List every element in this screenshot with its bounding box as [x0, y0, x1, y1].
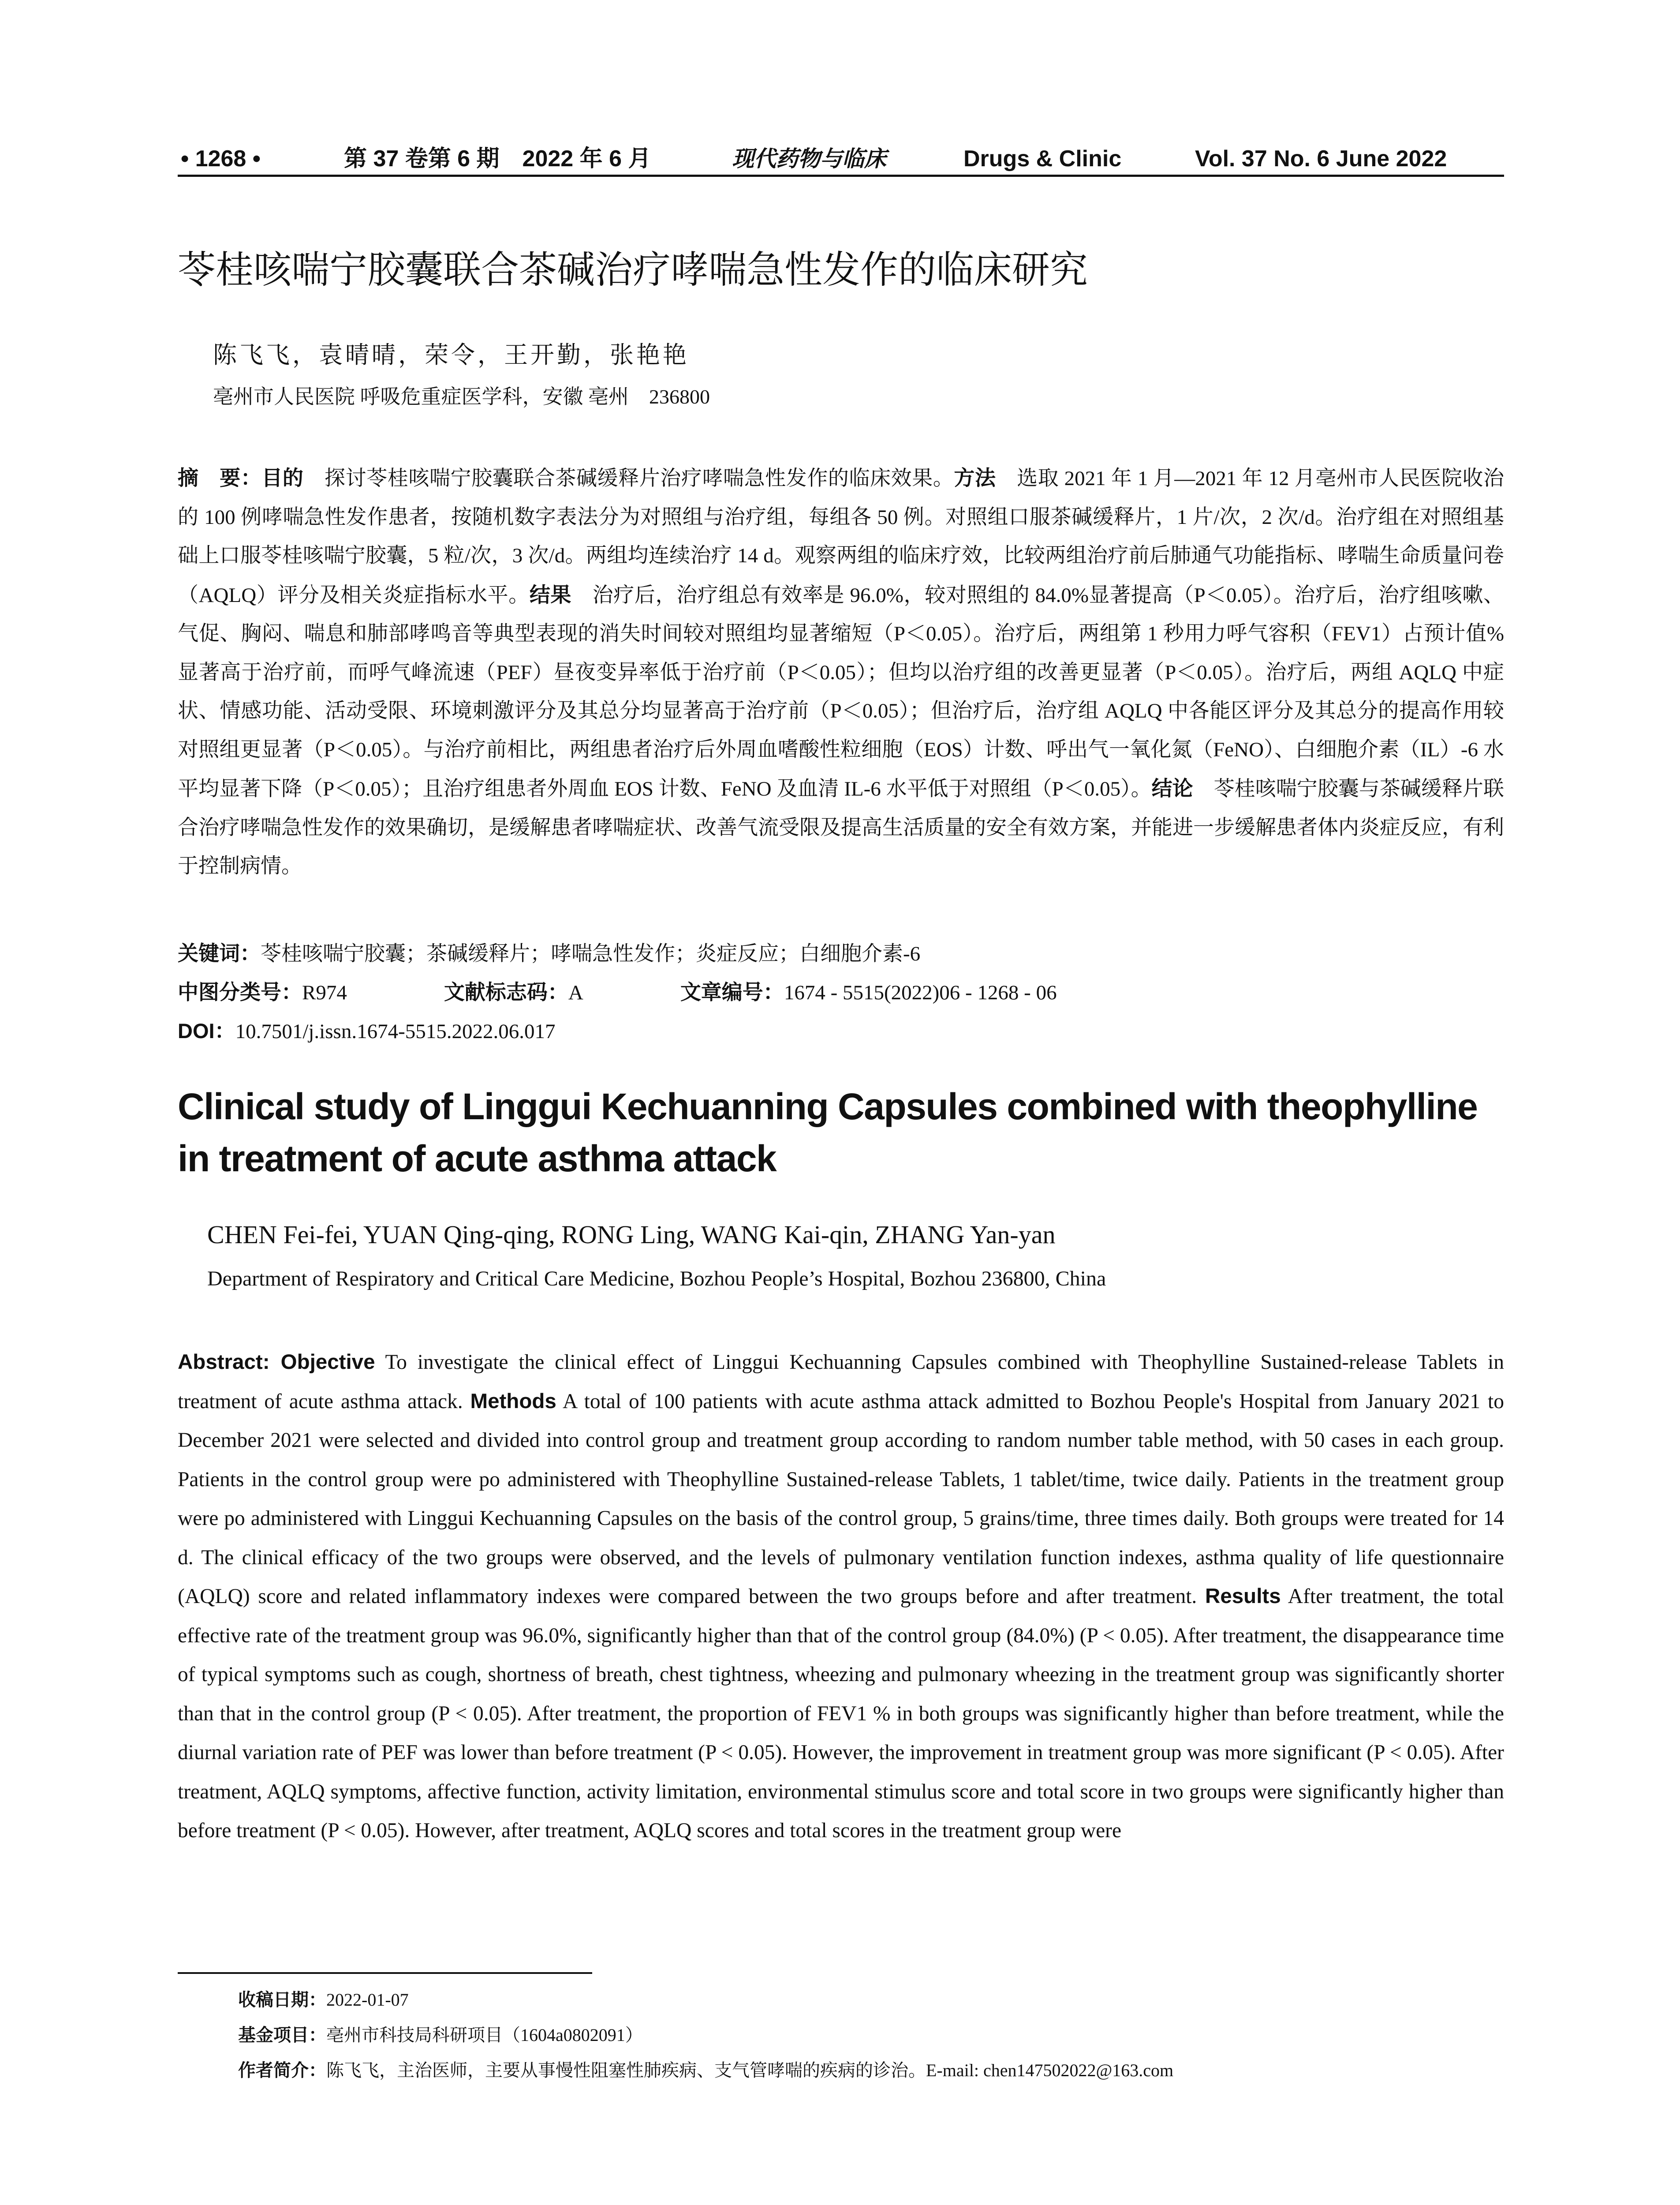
- doi-label: DOI：: [178, 1019, 235, 1043]
- footnote-rule: [178, 1972, 592, 1974]
- affiliation-en: Department of Respiratory and Critical Care Medicine, Bozhou People’s Hospital, Bozhou 236800, China: [207, 1267, 1106, 1290]
- authors-en: CHEN Fei-fei, YUAN Qing-qing, RONG Ling, WANG Kai-qin, ZHANG Yan-yan: [207, 1220, 1056, 1249]
- keywords-zh: [178, 934, 920, 973]
- clc-value: R974: [302, 981, 347, 1004]
- methods-label-zh: 方法: [954, 466, 996, 490]
- issue-info-zh: 第 37 卷第 6 期 2022 年 6 月: [344, 146, 651, 172]
- methods-label-en: Methods: [470, 1389, 556, 1413]
- results-text-en: After treatment, the total effective rate of the treatment group was 96.0%, significantly higher than that of the control group (84.0%) (P < 0.05). After treatment, the disappearance time of typical symptoms such as cough, shortness of breath, chest tightness, wheezing and pulmonary wheezing in the treatment group was significantly shorter than that in the control group (P < 0.05). After treatment, the proportion of FEV1 % in both groups was significantly higher than before treatment, while the diurnal variation rate of PEF was lower than before treatment (P < 0.05). However, the improvement in treatment group was more significant (P < 0.05). After treatment, AQLQ symptoms, affective function, activity limitation, environmental stimulus score and total score in two groups were significantly higher than before treatment (P < 0.05). However, after treatment, AQLQ scores and total scores in the treatment group were: [178, 1585, 1505, 1842]
- journal-name-en: Drugs & Clinic: [963, 146, 1122, 172]
- page-number: • 1268 •: [181, 146, 261, 172]
- footnote-received: [238, 1987, 409, 2013]
- journal-name-zh: 现代药物与临床: [732, 146, 886, 171]
- doi-value: 10.7501/j.issn.1674-5515.2022.06.017: [235, 1020, 556, 1043]
- issue-info-en: Vol. 37 No. 6 June 2022: [1195, 146, 1447, 172]
- doc-code-label: 文献标志码：: [444, 980, 568, 1004]
- footnote-fund: [238, 2022, 643, 2048]
- conclusion-text-zh: 苓桂咳喘宁胶囊与茶碱缓释片联合治疗哮喘急性发作的效果确切，是缓解患者哮喘症状、改善气流受限及提高生活质量的安全有效方案，并能进一步缓解患者体内炎症反应，有利于控制病情。: [178, 777, 1505, 878]
- methods-text-en: A total of 100 patients with acute asthma attack admitted to Bozhou People's Hospital from January 2021 to December 2021 were selected and divided into control group and treatment group according to random number table method, with 50 cases in each group. Patients in the control group were po administered with Theophylline Sustained-release Tablets, 1 tablet/time, twice daily. Patients in the treatment group were po administered with Linggui Kechuanning Capsules on the basis of the control group, 5 grains/time, three times daily. Both groups were treated for 14 d. The clinical efficacy of the two groups were observed, and the levels of pulmonary ventilation function indexes, asthma quality of life questionnaire (AQLQ) score and related inflammatory indexes were compared between the two groups before and after treatment.: [178, 1390, 1504, 1608]
- article-title-en: Clinical study of Linggui Kechuanning Capsules combined with theophylline in treatment of acute asthma attack: [178, 1086, 1478, 1179]
- keywords-label-zh: 关键词：: [178, 942, 261, 965]
- article-title-zh: 苓桂咳喘宁胶囊联合茶碱治疗哮喘急性发作的临床研究: [178, 249, 1088, 291]
- doi-line: [178, 1012, 555, 1051]
- article-number-label: 文章编号：: [680, 980, 784, 1004]
- fund-label: 基金项目：: [238, 2026, 326, 2045]
- footnote-author-bio: [238, 2057, 1173, 2084]
- classification-line: [178, 973, 1057, 1012]
- received-value: 2022-01-07: [326, 1990, 409, 2010]
- affiliation-zh: 亳州市人民医院 呼吸危重症医学科，安徽 亳州 236800: [213, 385, 710, 408]
- abstract-en: [178, 1343, 1504, 1850]
- results-label-zh: 结果: [529, 583, 572, 606]
- doc-code-value: A: [568, 981, 583, 1004]
- bio-label: 作者简介：: [238, 2061, 326, 2080]
- abstract-label-zh: 摘 要：: [178, 466, 262, 490]
- abstract-zh: [178, 459, 1504, 886]
- authors-zh: 陈飞飞，袁晴晴，荣令，王开勤，张艳艳: [213, 342, 689, 368]
- fund-value: 亳州市科技局科研项目（1604a0802091）: [326, 2025, 643, 2045]
- results-text-zh: 治疗后，治疗组总有效率是 96.0%，较对照组的 84.0%显著提高（P＜0.05）。治疗后，治疗组咳嗽、气促、胸闷、喘息和肺部哮鸣音等典型表现的消失时间较对照组均显著缩短（P＜0.05）。治疗后，两组第 1 秒用力呼气容积（FEV1）占预计值%显著高于治疗前，而呼气峰流速（PEF）昼夜变异率低于治疗前（P＜0.05）；但均以治疗组的改善更显著（P＜0.05）。治疗后，两组 AQLQ 中症状、情感功能、活动受限、环境刺激评分及其总分均显著高于治疗前（P＜0.05）；但治疗后，治疗组 AQLQ 中各能区评分及其总分的提高作用较对照组更显著（P＜0.05）。与治疗前相比，两组患者治疗后外周血嗜酸性粒细胞（EOS）计数、呼出气一氧化氮（FeNO）、白细胞介素（IL）-6 水平均显著下降（P＜0.05）；且治疗组患者外周血 EOS 计数、FeNO 及血清 IL-6 水平低于对照组（P＜0.05）。: [178, 583, 1504, 800]
- methods-text-zh: 选取 2021 年 1 月—2021 年 12 月亳州市人民医院收治的 100 例哮喘急性发作患者，按随机数字表法分为对照组与治疗组，每组各 50 例。对照组口服茶碱缓释片，1 片/次，2 次/d。治疗组在对照组基础上口服苓桂咳喘宁胶囊，5 粒/次，3 次/d。两组均连续治疗 14 d。观察两组的临床疗效，比较两组治疗前后肺通气功能指标、哮喘生命质量问卷（AQLQ）评分及相关炎症指标水平。: [178, 467, 1505, 607]
- objective-label-zh: 目的: [261, 466, 304, 490]
- header-rule: [178, 175, 1504, 177]
- received-label: 收稿日期：: [238, 1990, 326, 2010]
- objective-text-en: To investigate the clinical effect of Linggui Kechuanning Capsules combined with Theophylline Sustained-release Tablets in treatment of acute asthma attack.: [178, 1351, 1504, 1413]
- article-number-value: 1674 - 5515(2022)06 - 1268 - 06: [784, 981, 1057, 1004]
- conclusion-label-zh: 结论: [1151, 777, 1193, 800]
- results-label-en: Results: [1205, 1585, 1281, 1608]
- bio-value: 陈飞飞，主治医师，主要从事慢性阻塞性肺疾病、支气管哮喘的疾病的诊治。E-mail: chen147502022@163.com: [326, 2060, 1174, 2080]
- objective-text-zh: 探讨苓桂咳喘宁胶囊联合茶碱缓释片治疗哮喘急性发作的临床效果。: [303, 467, 954, 490]
- abstract-objective-label-en: Abstract: Objective: [178, 1350, 375, 1374]
- clc-label: 中图分类号：: [178, 980, 302, 1004]
- keywords-text-zh: 苓桂咳喘宁胶囊；茶碱缓释片；哮喘急性发作；炎症反应；白细胞介素-6: [261, 942, 921, 965]
